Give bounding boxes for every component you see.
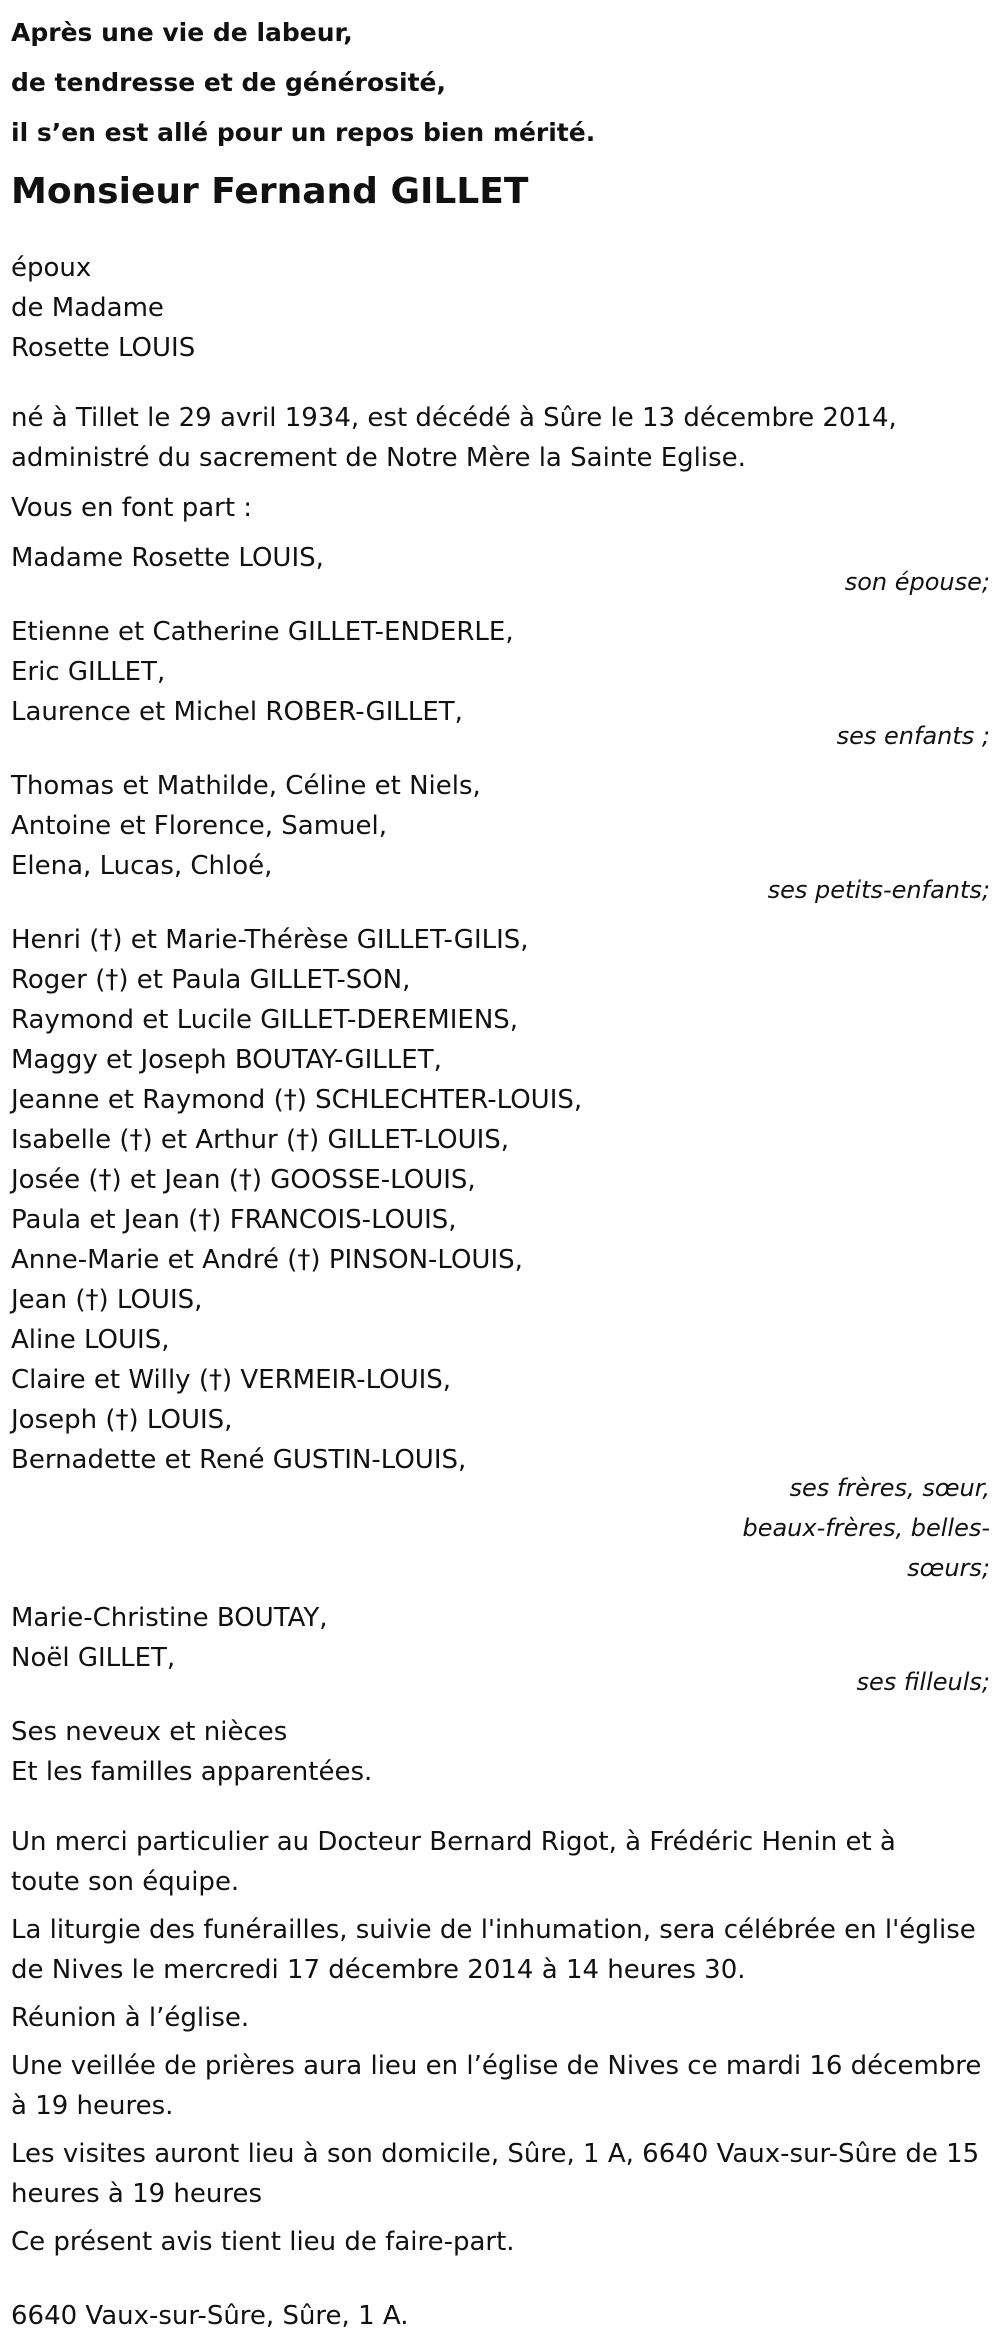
family-role: ses enfants ; <box>836 722 990 750</box>
deceased-name: Monsieur Fernand GILLET <box>11 171 529 212</box>
spouse-info <box>11 248 990 368</box>
intro-line: Après une vie de labeur, <box>11 18 353 47</box>
visits-paragraph <box>11 2134 990 2214</box>
funeral-paragraph <box>11 1910 990 1990</box>
intro-verse <box>11 0 990 158</box>
family-name: Jeanne et Raymond (†) SCHLECHTER-LOUIS, <box>11 1085 583 1115</box>
extended-family <box>11 1712 990 1792</box>
paragraph-line: Réunion à l’église. <box>11 2003 250 2033</box>
family-role: ses filleuls; <box>856 1668 990 1696</box>
spouse-line: époux <box>11 253 92 283</box>
spouse-line: Rosette LOUIS <box>11 333 196 363</box>
family-name: Eric GILLET, <box>11 657 166 687</box>
family-group-godchildren <box>11 1598 990 1702</box>
vigil-paragraph <box>11 2046 990 2126</box>
family-name: Elena, Lucas, Chloé, <box>11 851 273 881</box>
paragraph-line: Les visites auront lieu à son domicile, Sûre, 1 A, 6640 Vaux-sur-Sûre de 15 <box>11 2139 980 2169</box>
family-name: Thomas et Mathilde, Céline et Niels, <box>11 771 481 801</box>
spouse-line: de Madame <box>11 293 164 323</box>
family-line: Et les familles apparentées. <box>11 1757 373 1787</box>
family-role: sœurs; <box>907 1554 990 1582</box>
family-name: Maggy et Joseph BOUTAY-GILLET, <box>11 1045 442 1075</box>
family-name: Joseph (†) LOUIS, <box>11 1405 233 1435</box>
family-name: Etienne et Catherine GILLET-ENDERLE, <box>11 617 514 647</box>
paragraph-line: La liturgie des funérailles, suivie de l'inhumation, sera célébrée en l'église <box>11 1915 976 1945</box>
family-name: Marie-Christine BOUTAY, <box>11 1603 328 1633</box>
family-name: Jean (†) LOUIS, <box>11 1285 203 1315</box>
family-group-grandchildren <box>11 766 990 910</box>
announce-text: Vous en font part : <box>11 493 253 523</box>
thanks-paragraph <box>11 1822 990 1902</box>
birth-death-info <box>11 398 990 478</box>
family-role: ses frères, sœur, <box>789 1474 990 1502</box>
family-name: Madame Rosette LOUIS, <box>11 543 324 573</box>
family-group-siblings <box>11 920 990 1588</box>
paragraph-line: de Nives le mercredi 17 décembre 2014 à 14 heures 30. <box>11 1955 746 1985</box>
family-name: Anne-Marie et André (†) PINSON-LOUIS, <box>11 1245 523 1275</box>
family-role: son épouse; <box>844 568 990 596</box>
family-name: Bernadette et René GUSTIN-LOUIS, <box>11 1445 467 1475</box>
family-name: Claire et Willy (†) VERMEIR-LOUIS, <box>11 1365 452 1395</box>
birth-line: administré du sacrement de Notre Mère la Sainte Eglise. <box>11 443 746 473</box>
notice-paragraph <box>11 2222 990 2262</box>
family-name: Noël GILLET, <box>11 1643 176 1673</box>
family-name: Roger (†) et Paula GILLET-SON, <box>11 965 411 995</box>
family-name: Aline LOUIS, <box>11 1325 170 1355</box>
paragraph-line: toute son équipe. <box>11 1867 240 1897</box>
family-name: Raymond et Lucile GILLET-DEREMIENS, <box>11 1005 519 1035</box>
family-name: Antoine et Florence, Samuel, <box>11 811 388 841</box>
family-role: beaux-frères, belles- <box>742 1514 990 1542</box>
gathering-paragraph <box>11 1998 990 2038</box>
family-name: Josée (†) et Jean (†) GOOSSE-LOUIS, <box>11 1165 476 1195</box>
intro-line: de tendresse et de générosité, <box>11 68 446 97</box>
family-group-spouse <box>11 538 990 602</box>
paragraph-line: Un merci particulier au Docteur Bernard Rigot, à Frédéric Henin et à <box>11 1827 896 1857</box>
family-name: Isabelle (†) et Arthur (†) GILLET-LOUIS, <box>11 1125 510 1155</box>
paragraph-line: à 19 heures. <box>11 2091 174 2121</box>
paragraph-line: heures à 19 heures <box>11 2179 263 2209</box>
birth-line: né à Tillet le 29 avril 1934, est décédé à Sûre le 13 décembre 2014, <box>11 403 897 433</box>
family-role: ses petits-enfants; <box>767 876 990 904</box>
family-name: Laurence et Michel ROBER-GILLET, <box>11 697 463 727</box>
address: 6640 Vaux-sur-Sûre, Sûre, 1 A. <box>11 2301 409 2331</box>
paragraph-line: Ce présent avis tient lieu de faire-part. <box>11 2227 515 2257</box>
family-group-children <box>11 612 990 756</box>
family-name: Paula et Jean (†) FRANCOIS-LOUIS, <box>11 1205 457 1235</box>
family-name: Henri (†) et Marie-Thérèse GILLET-GILIS, <box>11 925 529 955</box>
paragraph-line: Une veillée de prières aura lieu en l’église de Nives ce mardi 16 décembre <box>11 2051 982 2081</box>
family-line: Ses neveux et nièces <box>11 1717 288 1747</box>
announcements <box>11 1822 990 2262</box>
intro-line: il s’en est allé pour un repos bien mérité. <box>11 118 596 147</box>
